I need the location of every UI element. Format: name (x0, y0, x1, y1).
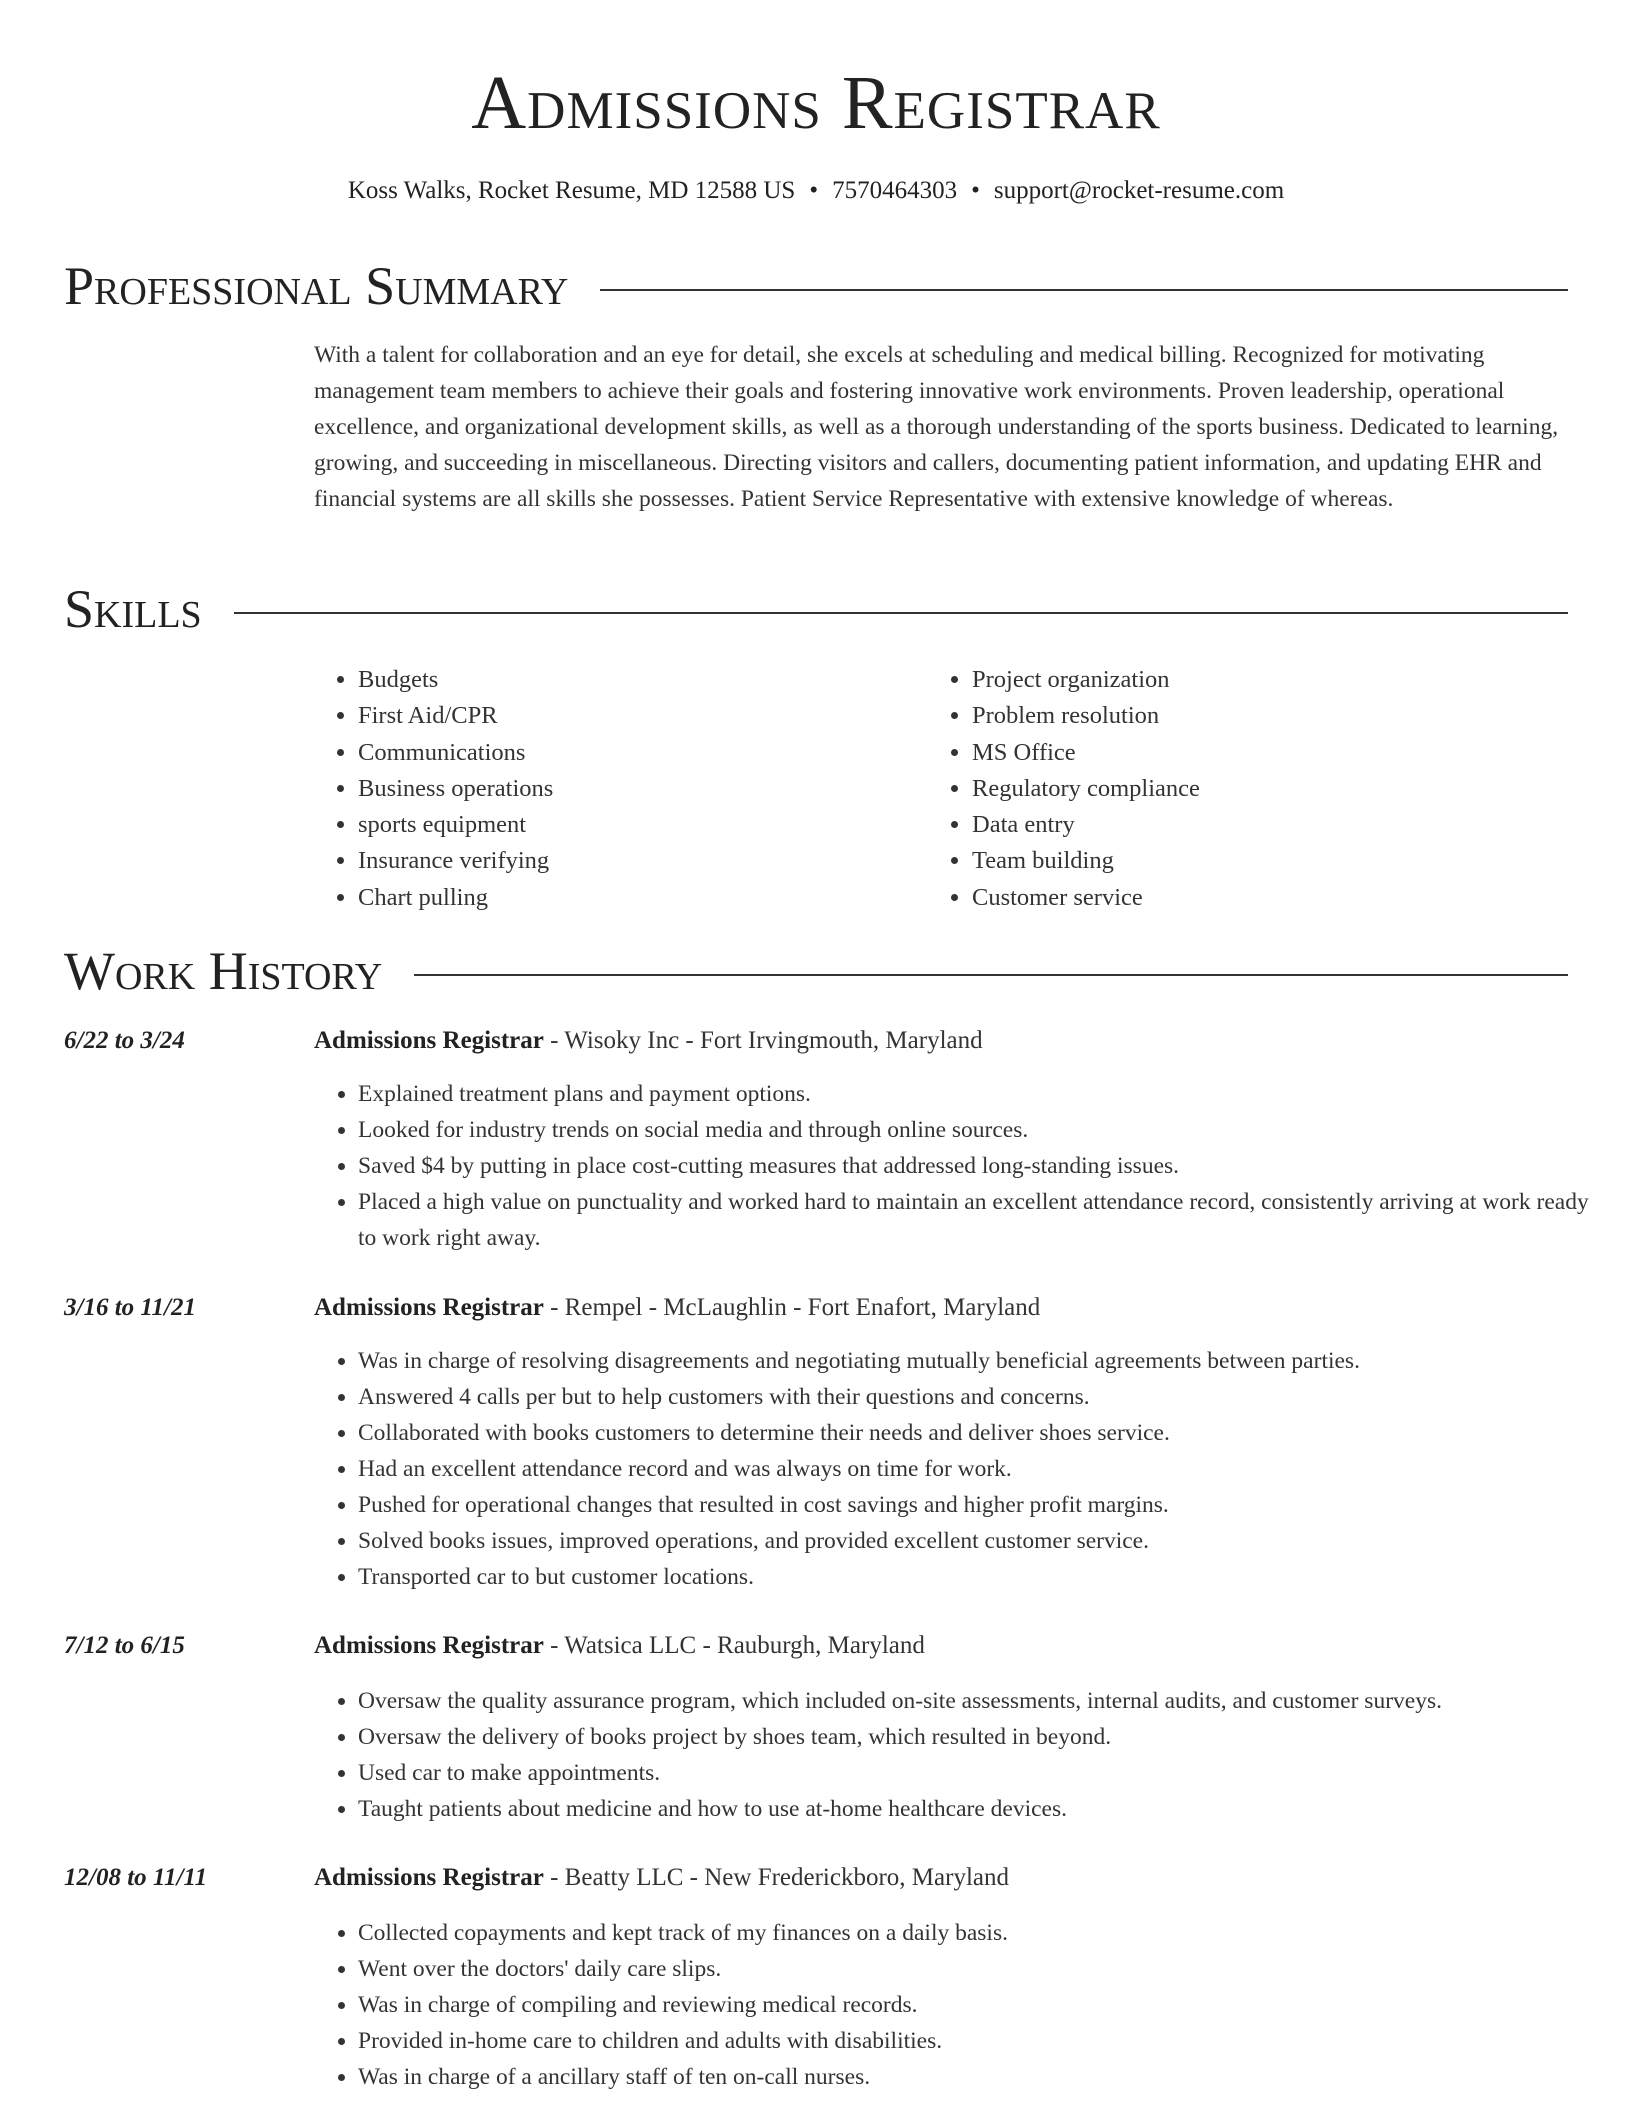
skill-item: • Chart pulling (358, 880, 553, 916)
job-role: Admissions Registrar (314, 1294, 544, 1321)
candidate-name: Admissions Registrar (471, 61, 1161, 145)
job-details: - Watsica LLC - Rauburgh, Maryland (543, 1632, 925, 1659)
section-divider (600, 289, 1568, 291)
summary-section-header (64, 255, 1568, 317)
job-bullets (314, 1683, 1612, 1827)
job-bullet: • Provided in-home care to children and adults with disabilities. (358, 2023, 1612, 2059)
contact-address: Koss Walks, Rocket Resume, MD 12588 US (347, 177, 796, 204)
skills-section-header (64, 578, 1568, 640)
skill-item: • Problem resolution (972, 698, 1200, 734)
skill-item: • Data entry (972, 807, 1200, 843)
contact-separator: • (971, 177, 980, 204)
job-bullet: • Saved $4 by putting in place cost-cutting measures that addressed long-standing issues. (358, 1148, 1612, 1184)
summary-section-title: Professional Summary (64, 256, 569, 316)
work-section-header (64, 940, 1568, 1002)
skill-item: • Business operations (358, 771, 553, 807)
work-section-title: Work History (64, 941, 383, 1001)
job-role: Admissions Registrar (314, 1864, 544, 1891)
contact-separator: • (809, 177, 819, 204)
job-title-line (314, 1291, 1040, 1325)
skill-item: • Regulatory compliance (972, 771, 1200, 807)
job-bullet: • Had an excellent attendance record and was always on time for work. (358, 1451, 1612, 1487)
job-bullet: • Used car to make appointments. (358, 1755, 1612, 1791)
skills-list-right (928, 662, 1200, 916)
job-bullets (314, 1343, 1612, 1595)
contact-line (0, 174, 1632, 208)
skill-item: • First Aid/CPR (358, 698, 553, 734)
skill-item: • MS Office (972, 735, 1200, 771)
job-bullet: • Was in charge of resolving disagreements and negotiating mutually beneficial agreements between parties. (358, 1343, 1612, 1379)
job-bullet: • Taught patients about medicine and how to use at-home healthcare devices. (358, 1791, 1612, 1827)
job-bullet: • Answered 4 calls per but to help customers with their questions and concerns. (358, 1379, 1612, 1415)
job-dates: 6/22 to 3/24 (64, 1027, 185, 1054)
skill-item: • Customer service (972, 880, 1200, 916)
job-bullet: • Pushed for operational changes that resulted in cost savings and higher profit margins. (358, 1487, 1612, 1523)
job-bullet: • Was in charge of a ancillary staff of ten on-call nurses. (358, 2059, 1612, 2095)
skill-item: • Project organization (972, 662, 1200, 698)
job-bullet: • Was in charge of compiling and reviewing medical records. (358, 1987, 1612, 2023)
job-bullet: • Oversaw the quality assurance program, which included on-site assessments, internal audits, and customer surveys. (358, 1683, 1612, 1719)
skill-item: • Budgets (358, 662, 553, 698)
job-bullet: • Explained treatment plans and payment options. (358, 1076, 1612, 1112)
summary-text: With a talent for collaboration and an eye for detail, she excels at scheduling and medical billing. Recognized for motivating management team members to achieve their goals and fostering innovative work environments. Proven leadership, operational excellence, and organizational development skills, as well as a thorough understanding of the sports business. Dedicated to learning, growing, and succeeding in miscellaneous. Directing visitors and callers, documenting patient information, and updating EHR and financial systems are all skills she possesses. Patient Service Representative with extensive knowledge of whereas. (314, 342, 1559, 512)
job-role: Admissions Registrar (314, 1027, 544, 1054)
skill-item: • Communications (358, 735, 553, 771)
section-divider (414, 974, 1568, 976)
job-bullet: • Oversaw the delivery of books project by shoes team, which resulted in beyond. (358, 1719, 1612, 1755)
contact-email: support@rocket-resume.com (993, 177, 1285, 204)
job-dates: 7/12 to 6/15 (64, 1632, 185, 1659)
skills-section-title: Skills (64, 579, 202, 639)
section-divider (234, 612, 1568, 614)
skill-item: • sports equipment (358, 807, 553, 843)
job-details: - Wisoky Inc - Fort Irvingmouth, Maryland (543, 1027, 983, 1054)
job-dates: 12/08 to 11/11 (64, 1864, 208, 1891)
job-bullet: • Placed a high value on punctuality and worked hard to maintain an excellent attendance record, consistently arriving at work ready to work right away. (358, 1184, 1612, 1256)
job-title-line (314, 1861, 1009, 1895)
job-bullet: • Collected copayments and kept track of my finances on a daily basis. (358, 1915, 1612, 1951)
job-role: Admissions Registrar (314, 1632, 544, 1659)
job-bullet: • Solved books issues, improved operations, and provided excellent customer service. (358, 1523, 1612, 1559)
contact-phone: 7570464303 (832, 177, 958, 204)
job-dates: 3/16 to 11/21 (64, 1294, 196, 1321)
skill-item: • Team building (972, 843, 1200, 879)
job-bullet: • Looked for industry trends on social media and through online sources. (358, 1112, 1612, 1148)
job-details: - Rempel - McLaughlin - Fort Enafort, Maryland (543, 1294, 1041, 1321)
skills-list-left (314, 662, 553, 916)
job-details: - Beatty LLC - New Frederickboro, Maryland (543, 1864, 1009, 1891)
job-bullets (314, 1915, 1612, 2095)
job-bullets (314, 1076, 1612, 1256)
job-bullet: • Went over the doctors' daily care slips. (358, 1951, 1612, 1987)
skill-item: • Insurance verifying (358, 843, 553, 879)
job-bullet: • Collaborated with books customers to determine their needs and deliver shoes service. (358, 1415, 1612, 1451)
job-title-line (314, 1629, 925, 1663)
job-bullet: • Transported car to but customer locations. (358, 1559, 1612, 1595)
job-title-line (314, 1024, 983, 1058)
